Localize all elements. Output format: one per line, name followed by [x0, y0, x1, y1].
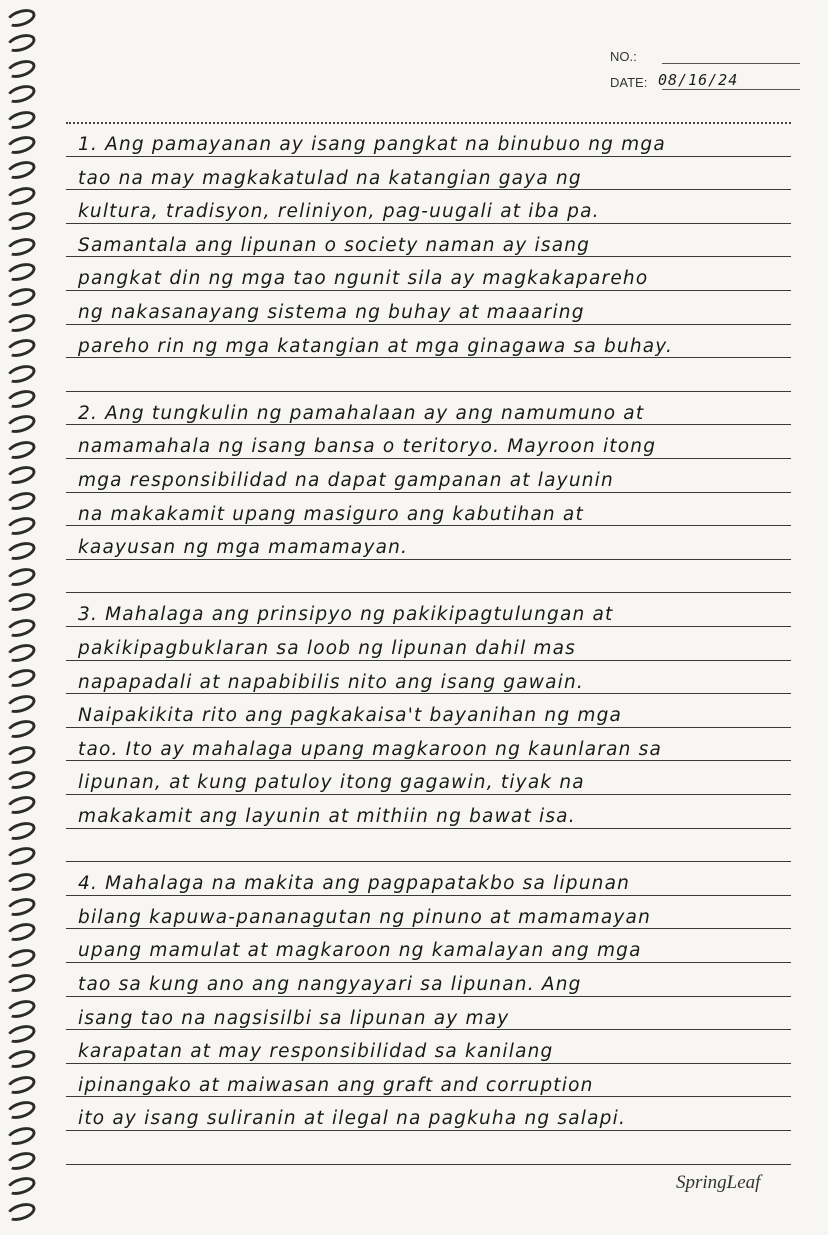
spiral-coil: [4, 31, 37, 55]
text-line: tao na may magkakatulad na katangian gaya ng: [78, 167, 582, 189]
spiral-coil: [4, 565, 37, 589]
spiral-coil: [4, 209, 37, 233]
spiral-coil: [4, 615, 37, 639]
text-line: bilang kapuwa-pananagutan ng pinuno at mamamayan: [78, 906, 651, 928]
spiral-coil: [4, 260, 37, 284]
spiral-coil: [4, 336, 37, 360]
spiral-coil: [4, 819, 37, 843]
spiral-coil: [4, 82, 37, 106]
text-line: [78, 565, 798, 599]
text-line: ito ay isang suliranin at ilegal na pagkuha ng salapi.: [78, 1108, 627, 1130]
spiral-coil: [4, 361, 37, 385]
text-line: [78, 363, 798, 397]
spiral-coil: [4, 488, 37, 512]
spiral-coil: [4, 1022, 37, 1046]
text-line: 2. Ang tungkulin ng pamahalaan ay ang namumuno at: [78, 402, 645, 424]
spiral-coil: [4, 742, 37, 766]
spiral-coil: [4, 971, 37, 995]
brand-logo: SpringLeaf: [676, 1172, 761, 1193]
text-line: ng nakasanayang sistema ng buhay at maaaring: [78, 302, 585, 323]
text-line: 4. Mahalaga na makita ang pagpapatakbo sa lipunan: [78, 873, 631, 895]
text-line: na makakamit upang masiguro ang kabutihan at: [78, 503, 584, 525]
spiral-coil: [4, 234, 37, 258]
spiral-coil: [4, 1098, 37, 1122]
text-line: tao. Ito ay mahalaga upang magkaroon ng kaunlaran sa: [78, 738, 663, 760]
spiral-coil: [4, 920, 37, 944]
spiral-coil: [4, 412, 37, 436]
text-line: tao sa kung ano ang nangyayari sa lipunan. Ang: [78, 974, 582, 995]
no-label: NO.:: [610, 49, 637, 64]
spiral-coil: [4, 6, 37, 30]
spiral-coil: [4, 514, 37, 538]
spiral-coil: [4, 641, 37, 665]
date-value: 08/16/24: [658, 71, 739, 89]
spiral-coil: [4, 311, 37, 335]
spiral-coil: [4, 895, 37, 919]
spiral-coil: [4, 133, 37, 157]
rule-line: [66, 1164, 791, 1165]
spiral-coil: [4, 1174, 37, 1198]
text-line: pareho rin ng mga katangian at mga ginagawa sa buhay.: [78, 335, 674, 357]
spiral-coil: [4, 57, 37, 81]
spiral-coil: [4, 463, 37, 487]
spiral-coil: [4, 539, 37, 563]
text-line: Samantala ang lipunan o society naman ay isang: [78, 234, 591, 256]
spiral-coil: [4, 844, 37, 868]
spiral-coil: [4, 590, 37, 614]
spiral-coil: [4, 692, 37, 716]
spiral-coil: [4, 158, 37, 182]
spiral-coil: [4, 1200, 37, 1224]
text-line: lipunan, at kung patuloy itong gagawin, tiyak na: [78, 772, 585, 794]
spiral-coil: [4, 438, 37, 462]
text-line: pangkat din ng mga tao ngunit sila ay magkakapareho: [78, 268, 649, 290]
text-line: namamahala ng isang bansa o teritoryo. Mayroon itong: [78, 436, 657, 458]
top-dotted-rule: [66, 122, 791, 124]
date-label: DATE:: [610, 75, 648, 90]
text-line: makakamit ang layunin at mithiin ng bawat isa.: [78, 806, 576, 827]
spiral-coil: [4, 184, 37, 208]
text-line: 1. Ang pamayanan ay isang pangkat na binubuo ng mga: [78, 134, 666, 155]
text-line: mga responsibilidad na dapat gampanan at layunin: [78, 470, 614, 491]
spiral-coil: [4, 1123, 37, 1147]
text-line: isang tao na nagsisilbi sa lipunan ay may: [78, 1007, 510, 1029]
spiral-coil: [4, 996, 37, 1020]
spiral-coil: [4, 717, 37, 741]
text-line: kaayusan ng mga mamamayan.: [78, 537, 409, 559]
text-line: [78, 834, 798, 868]
text-line: upang mamulat at magkaroon ng kamalayan ang mga: [78, 940, 642, 962]
spiral-coil: [4, 768, 37, 792]
spiral-binding: [0, 0, 46, 1235]
text-line: 3. Mahalaga ang prinsipyo ng pakikipagtulungan at: [78, 604, 614, 626]
text-line: Naipakikita rito ang pagkakaisa't bayanihan ng mga: [78, 705, 623, 727]
spiral-coil: [4, 946, 37, 970]
spiral-coil: [4, 666, 37, 690]
spiral-coil: [4, 107, 37, 131]
text-line: kultura, tradisyon, reliniyon, pag-uugali at iba pa.: [78, 201, 600, 223]
spiral-coil: [4, 1149, 37, 1173]
text-line: karapatan at may responsibilidad sa kanilang: [78, 1041, 554, 1063]
spiral-coil: [4, 793, 37, 817]
spiral-coil: [4, 285, 37, 309]
spiral-coil: [4, 869, 37, 893]
spiral-coil: [4, 1073, 37, 1097]
spiral-coil: [4, 1047, 37, 1071]
text-line: napapadali at napabibilis nito ang isang gawain.: [78, 671, 584, 693]
spiral-coil: [4, 387, 37, 411]
text-line: pakikipagbuklaran sa loob ng lipunan dahil mas: [78, 638, 576, 659]
text-line: ipinangako at maiwasan ang graft and corruption: [78, 1074, 594, 1096]
